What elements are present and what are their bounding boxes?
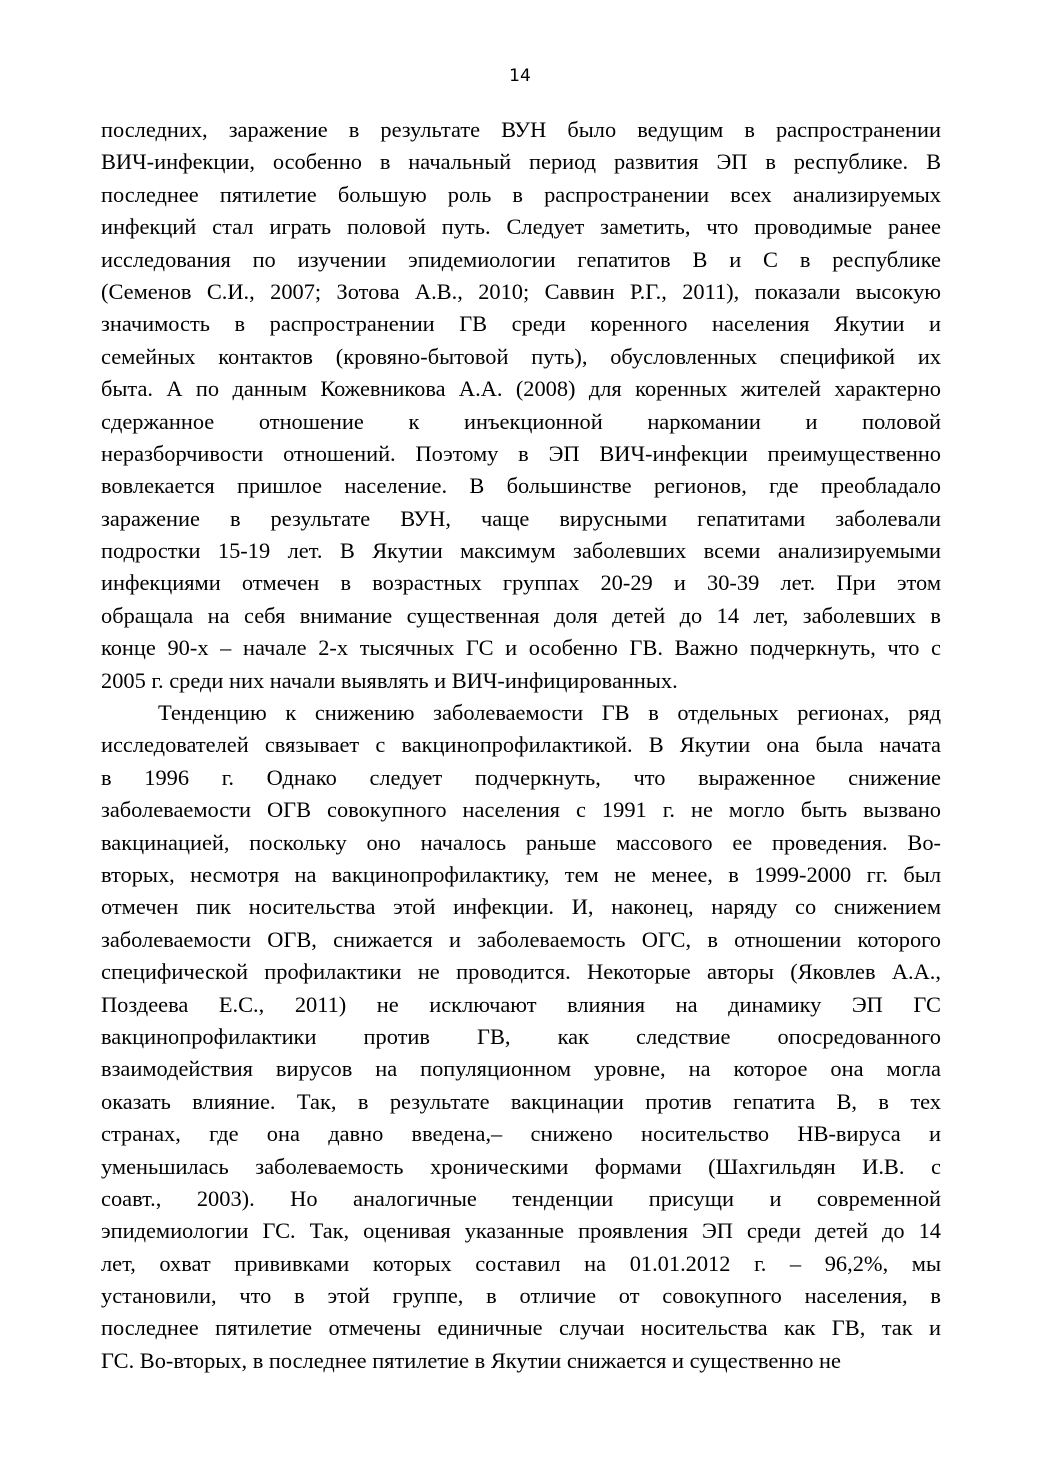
text-line: эпидемиологии ГС. Так, оценивая указанные проявления ЭП среди детей до 14	[101, 1218, 941, 1244]
text-line: вторых, несмотря на вакцинопрофилактику, тем не менее, в 1999-2000 гг. был	[101, 861, 941, 887]
text-line: вовлекается пришлое население. В большинстве регионов, где преобладало	[101, 473, 941, 499]
text-line: конце 90-х – начале 2-х тысячных ГС и особенно ГВ. Важно подчеркнуть, что с	[101, 635, 941, 661]
text-line: заражение в результате ВУН, чаще вирусными гепатитами заболевали	[101, 505, 941, 531]
text-line: взаимодействия вирусов на популяционном уровне, на которое она могла	[101, 1056, 941, 1082]
text-line: отмечен пик носительства этой инфекции. И, наконец, наряду со снижением	[101, 894, 941, 920]
text-line: подростки 15-19 лет. В Якутии максимум заболевших всеми анализируемыми	[101, 538, 941, 564]
text-line: ВИЧ-инфекции, особенно в начальный период развития ЭП в республике. В	[101, 149, 941, 175]
text-line: странах, где она давно введена,– снижено носительство HВ-вируса и	[101, 1121, 941, 1147]
text-line: Поздеева Е.С., 2011) не исключают влияния на динамику ЭП ГС	[101, 991, 941, 1017]
text-line: неразборчивости отношений. Поэтому в ЭП ВИЧ-инфекции преимущественно	[101, 440, 941, 466]
text-line: специфической профилактики не проводится. Некоторые авторы (Яковлев А.А.,	[101, 959, 941, 985]
paragraph	[101, 114, 941, 697]
text-line: исследования по изучении эпидемиологии гепатитов В и С в республике	[101, 246, 941, 272]
text-line: вакцинацией, поскольку оно началось раньше массового ее проведения. Во-	[101, 829, 941, 855]
text-line: значимость в распространении ГВ среди коренного населения Якутии и	[101, 311, 941, 337]
text-line: инфекций стал играть половой путь. Следует заметить, что проводимые ранее	[101, 214, 941, 240]
text-line: заболеваемости ОГВ, снижается и заболеваемость ОГС, в отношении которого	[101, 926, 941, 952]
text-line: соавт., 2003). Но аналогичные тенденции присущи и современной	[101, 1185, 941, 1211]
text-line: сдержанное отношение к инъекционной наркомании и половой	[101, 408, 941, 434]
text-line: установили, что в этой группе, в отличие от совокупного населения, в	[101, 1283, 941, 1309]
text-line: заболеваемости ОГВ совокупного населения с 1991 г. не могло быть вызвано	[101, 797, 941, 823]
text-line: (Семенов С.И., 2007; Зотова А.В., 2010; Саввин Р.Г., 2011), показали высокую	[101, 278, 941, 304]
text-line: инфекциями отмечен в возрастных группах 20-29 и 30-39 лет. При этом	[101, 570, 941, 596]
page-number: 14	[509, 66, 531, 86]
body-text	[101, 114, 941, 1377]
text-line: 2005 г. среди них начали выявлять и ВИЧ-инфицированных.	[101, 667, 678, 693]
paragraph	[101, 697, 941, 1377]
text-line: ГС. Во-вторых, в последнее пятилетие в Якутии снижается и существенно не	[101, 1347, 841, 1373]
text-line: последних, заражение в результате ВУН было ведущим в распространении	[101, 117, 941, 142]
text-line: последнее пятилетие отмечены единичные случаи носительства как ГВ, так и	[101, 1315, 941, 1341]
text-line: в 1996 г. Однако следует подчеркнуть, что выраженное снижение	[101, 764, 941, 790]
text-line: обращала на себя внимание существенная доля детей до 14 лет, заболевших в	[101, 602, 941, 628]
text-line: оказать влияние. Так, в результате вакцинации против гепатита В, в тех	[101, 1088, 941, 1114]
text-line: исследователей связывает с вакцинопрофилактикой. В Якутии она была начата	[101, 732, 941, 758]
text-line: вакцинопрофилактики против ГВ, как следствие опосредованного	[101, 1023, 941, 1049]
text-line: семейных контактов (кровяно-бытовой путь), обусловленных спецификой их	[101, 343, 941, 369]
text-line: быта. А по данным Кожевникова А.А. (2008) для коренных жителей характерно	[101, 376, 941, 402]
text-line: последнее пятилетие большую роль в распространении всех анализируемых	[101, 181, 941, 207]
text-line: уменьшилась заболеваемость хроническими формами (Шахгильдян И.В. с	[101, 1153, 941, 1179]
text-line: Тенденцию к снижению заболеваемости ГВ в отдельных регионах, ряд	[158, 700, 941, 726]
text-line: лет, охват прививками которых составил на 01.01.2012 г. – 96,2%, мы	[101, 1250, 941, 1276]
